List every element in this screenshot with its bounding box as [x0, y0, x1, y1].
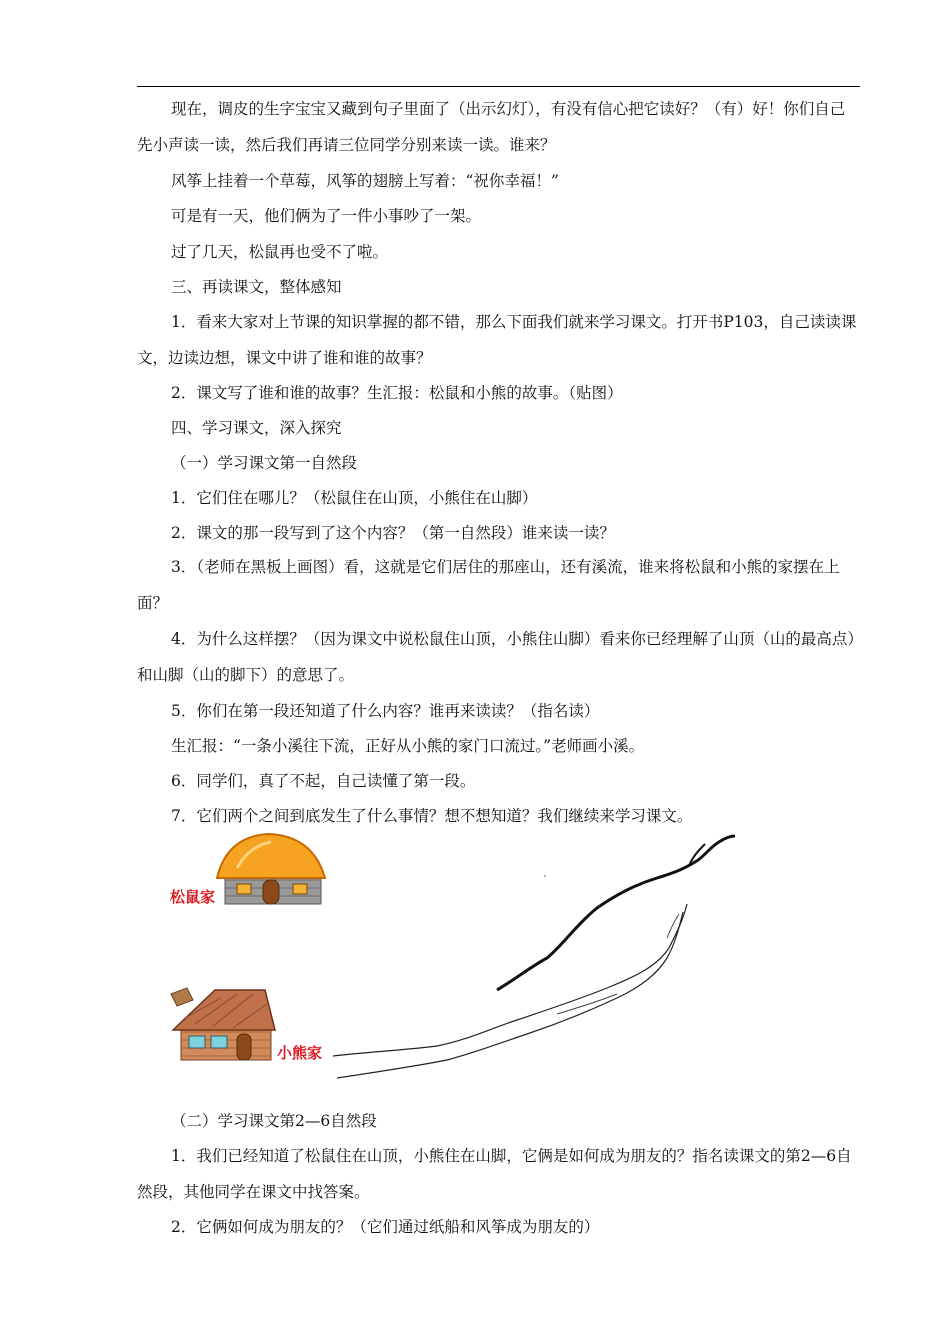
paragraph: 可是有一天，他们俩为了一件小事吵了一架。 [171, 207, 482, 225]
section-heading: 三、再读课文，整体感知 [171, 278, 342, 296]
paragraph: 过了几天，松鼠再也受不了啦。 [171, 243, 389, 261]
paragraph: 6．同学们，真了不起，自己读懂了第一段。 [171, 772, 476, 790]
paragraph: 风筝上挂着一个草莓，风筝的翅膀上写着：“祝你幸福！” [171, 172, 559, 190]
section-heading: 四、学习课文，深入探究 [171, 419, 342, 437]
paragraph: 7．它们两个之间到底发生了什么事情？想不想知道？我们继续来学习课文。 [171, 807, 693, 825]
paragraph: 2．课文的那一段写到了这个内容？（第一自然段）谁来读一读？ [171, 524, 615, 542]
paragraph: 5．你们在第一段还知道了什么内容？谁再来读读？（指名读） [171, 702, 600, 720]
squirrel-house-icon [217, 834, 325, 904]
paragraph: 2．它俩如何成为朋友的？（它们通过纸船和风筝成为朋友的） [171, 1218, 600, 1236]
header-rule [137, 86, 860, 87]
mountain-outline [497, 836, 735, 990]
paragraph: 1．它们住在哪儿？（松鼠住在山顶，小熊住在山脚） [171, 489, 538, 507]
bear-house-label: 小熊家 [277, 1044, 323, 1062]
bear-house-icon [171, 988, 275, 1060]
paragraph: 现在，调皮的生字宝宝又藏到句子里面了（出示幻灯），有没有信心把它读好？（有）好！你们自己先小声读一读，然后我们再请三位同学分别来读一读。谁来？ [137, 100, 846, 154]
paragraph: 1．看来大家对上节课的知识掌握的都不错，那么下面我们就来学习课文。打开书P103，自己读读课文，边读边想，课文中讲了谁和谁的故事？ [137, 313, 857, 367]
paragraph: 2．课文写了谁和谁的故事？生汇报：松鼠和小熊的故事。（贴图） [171, 384, 623, 402]
mountain-drawing [137, 828, 860, 1100]
subsection-heading: （一）学习课文第一自然段 [171, 454, 358, 472]
paragraph: 1．我们已经知道了松鼠住在山顶，小熊住在山脚，它俩是如何成为朋友的？指名读课文的第2—6自然段，其他同学在课文中找答案。 [137, 1147, 852, 1201]
stream-line [337, 912, 683, 1078]
mountain-illustration [137, 828, 860, 1100]
paragraph: 生汇报：“一条小溪往下流，正好从小熊的家门口流过。”老师画小溪。 [171, 737, 645, 755]
squirrel-house-label: 松鼠家 [170, 888, 216, 906]
subsection-heading: （二）学习课文第2—6自然段 [171, 1112, 377, 1130]
paragraph: 4．为什么这样摆？（因为课文中说松鼠住山顶，小熊住山脚）看来你已经理解了山顶（山的最高点）和山脚（山的脚下）的意思了。 [137, 630, 856, 684]
paragraph: 3．（老师在黑板上画图）看，这就是它们居住的那座山，还有溪流，谁来将松鼠和小熊的家摆在上面？ [137, 558, 840, 612]
